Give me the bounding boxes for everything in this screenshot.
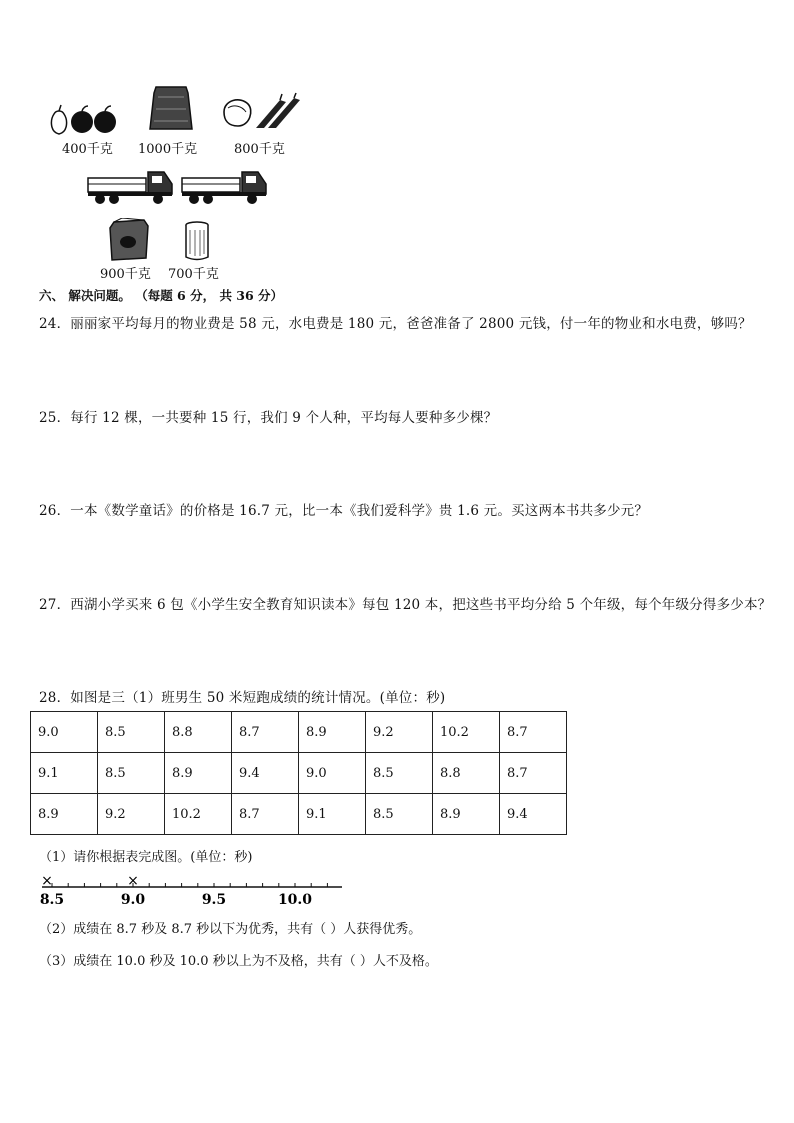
vegetables-icon — [220, 92, 302, 132]
number-line — [36, 870, 346, 910]
sub-question-3: （3）成绩在 10.0 秒及 10.0 秒以上为不及格，共有（ ）人不及格。 — [39, 954, 438, 969]
table-row — [31, 712, 567, 753]
table-cell: 8.5 — [98, 712, 165, 753]
truck-icon — [180, 168, 268, 206]
question-26: 26．一本《数学童话》的价格是 16.7 元，比一本《我们爱科学》贵 1.6 元。买这两本书共多少元？ — [39, 503, 649, 519]
section-heading: 六、 解决问题。 （每题 6 分， 共 36 分） — [39, 288, 284, 303]
barrel-icon — [182, 220, 212, 262]
table-row — [31, 794, 567, 835]
number-line-label: 8.5 — [39, 892, 65, 908]
table-cell: 10.2 — [165, 794, 232, 835]
question-25: 25．每行 12 棵，一共要种 15 行，我们 9 个人种，平均每人要种多少棵？ — [39, 410, 498, 426]
number-line-label: 9.0 — [120, 892, 146, 908]
table-cell: 9.1 — [299, 794, 366, 835]
number-line-mark: × — [127, 873, 139, 889]
sack-icon — [148, 83, 194, 133]
table-cell: 9.2 — [98, 794, 165, 835]
table-cell: 8.8 — [165, 712, 232, 753]
table-row — [31, 753, 567, 794]
bag-weight-label: 900千克 — [100, 267, 151, 282]
question-28: 28．如图是三（1）班男生 50 米短跑成绩的统计情况。(单位：秒) — [39, 690, 446, 706]
table-cell: 8.9 — [299, 712, 366, 753]
table-cell: 9.4 — [500, 794, 567, 835]
table-cell: 8.5 — [98, 753, 165, 794]
table-cell: 8.7 — [500, 712, 567, 753]
table-cell: 9.4 — [232, 753, 299, 794]
sub-question-2: （2）成绩在 8.7 秒及 8.7 秒以下为优秀，共有（ ）人获得优秀。 — [39, 922, 422, 937]
sack-weight-label: 1000千克 — [138, 142, 198, 157]
table-cell: 9.0 — [299, 753, 366, 794]
bag-icon — [108, 218, 152, 262]
number-line-label: 9.5 — [201, 892, 227, 908]
question-24: 24．丽丽家平均每月的物业费是 58 元，水电费是 180 元，爸爸准备了 2800 元钱，付一年的物业和水电费，够吗？ — [39, 316, 752, 332]
sub-question-1: （1）请你根据表完成图。(单位：秒) — [39, 850, 253, 865]
table-cell: 8.5 — [366, 794, 433, 835]
number-line-mark: × — [41, 873, 53, 889]
table-cell: 9.0 — [31, 712, 98, 753]
vegetables-weight-label: 800千克 — [234, 142, 285, 157]
table-cell: 9.2 — [366, 712, 433, 753]
number-line-label: 10.0 — [277, 892, 313, 908]
table-cell: 8.9 — [31, 794, 98, 835]
table-cell: 8.9 — [165, 753, 232, 794]
goods-illustration — [40, 80, 320, 285]
table-cell: 9.1 — [31, 753, 98, 794]
fruit-weight-label: 400千克 — [62, 142, 113, 157]
truck-icon — [86, 168, 174, 206]
table-cell: 8.7 — [232, 794, 299, 835]
table-cell: 8.7 — [232, 712, 299, 753]
running-times-table — [30, 711, 567, 835]
table-cell: 8.8 — [433, 753, 500, 794]
table-cell: 8.5 — [366, 753, 433, 794]
table-cell: 8.9 — [433, 794, 500, 835]
barrel-weight-label: 700千克 — [168, 267, 219, 282]
fruit-icon — [48, 102, 120, 136]
question-27: 27．西湖小学买来 6 包《小学生安全教育知识读本》每包 120 本，把这些书平均分给 5 个年级，每个年级分得多少本？ — [39, 597, 772, 613]
table-cell: 8.7 — [500, 753, 567, 794]
table-cell: 10.2 — [433, 712, 500, 753]
